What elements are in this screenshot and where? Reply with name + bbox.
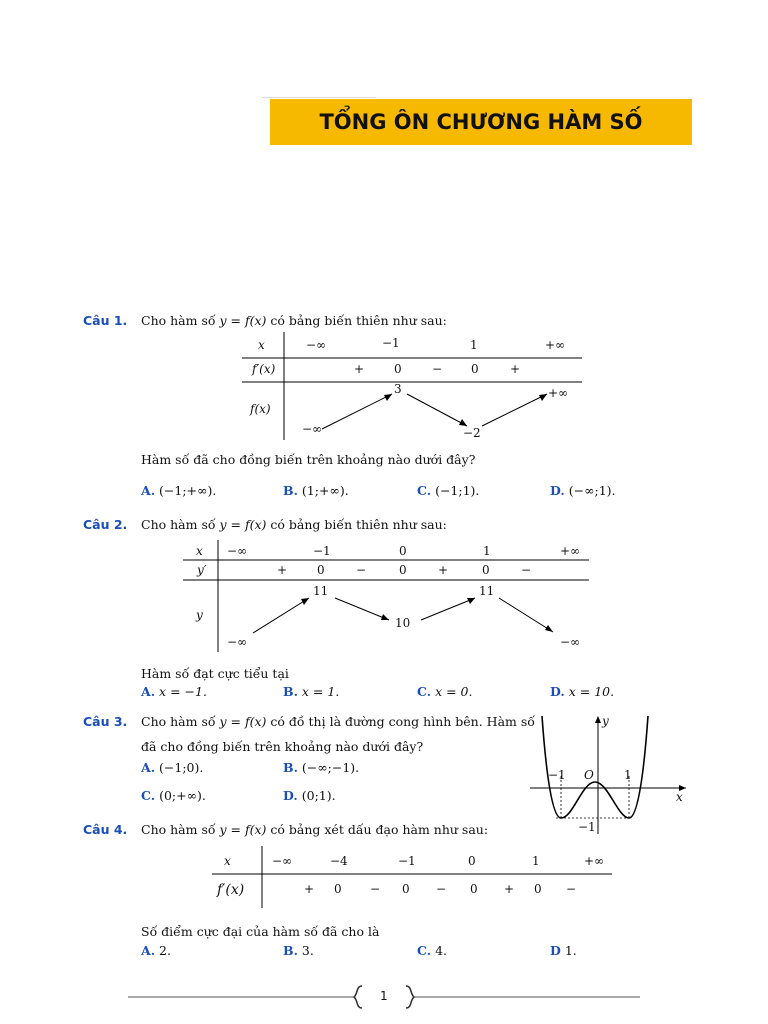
sign-cell: − bbox=[356, 563, 367, 577]
sign-table-4 bbox=[212, 846, 612, 908]
option-text: x = 10. bbox=[568, 684, 615, 699]
function-graph bbox=[528, 712, 688, 836]
option-letter: C. bbox=[417, 483, 432, 498]
prompt-text: Cho hàm số bbox=[141, 517, 216, 532]
table-x-header: x bbox=[224, 854, 231, 868]
option-a[interactable] bbox=[141, 483, 216, 498]
sign-cell: 0 bbox=[402, 882, 410, 896]
extremum-value: 11 bbox=[313, 584, 329, 598]
sign-cell: 0 bbox=[334, 882, 342, 896]
graph-tick-label: −1 bbox=[578, 820, 596, 834]
sign-cell: + bbox=[354, 362, 365, 376]
sign-cell: + bbox=[504, 882, 515, 896]
prompt-text: có đồ thị là đường cong hình bên. Hàm số bbox=[270, 714, 535, 729]
option-letter: D. bbox=[550, 483, 565, 498]
table-function-header: f(x) bbox=[250, 402, 271, 416]
table-x-value: 0 bbox=[399, 544, 407, 558]
sign-cell: 0 bbox=[471, 362, 479, 376]
question-4-prompt bbox=[141, 822, 488, 837]
option-d[interactable] bbox=[550, 483, 616, 498]
graph-tick-label: −1 bbox=[548, 768, 566, 782]
prompt-text: có bảng biến thiên như sau: bbox=[270, 517, 447, 532]
table-x-value: +∞ bbox=[560, 544, 581, 558]
option-c[interactable] bbox=[417, 684, 472, 699]
variation-table-2 bbox=[183, 540, 589, 652]
sign-cell: + bbox=[438, 563, 449, 577]
question-1-label: Câu 1. bbox=[83, 313, 128, 328]
option-text: (−1;+∞). bbox=[159, 483, 217, 498]
option-letter: B. bbox=[283, 684, 298, 699]
sign-cell: 0 bbox=[399, 563, 407, 577]
limit-value: −∞ bbox=[227, 635, 248, 649]
option-c[interactable] bbox=[141, 788, 206, 803]
sign-cell: 0 bbox=[470, 882, 478, 896]
table-x-value: −1 bbox=[398, 854, 416, 868]
sign-cell: 0 bbox=[317, 563, 325, 577]
option-d[interactable] bbox=[283, 788, 336, 803]
table-derivative-header: f′(x) bbox=[252, 362, 276, 376]
option-d[interactable] bbox=[550, 684, 614, 699]
question-1-prompt bbox=[141, 313, 447, 328]
option-letter: A. bbox=[141, 760, 156, 775]
graph-tick-label: 1 bbox=[624, 768, 632, 782]
option-c[interactable] bbox=[417, 483, 479, 498]
option-b[interactable] bbox=[283, 943, 314, 958]
option-b[interactable] bbox=[283, 483, 349, 498]
extremum-value: 10 bbox=[395, 616, 411, 630]
option-c[interactable] bbox=[417, 943, 447, 958]
table-x-value: 1 bbox=[470, 338, 478, 352]
graph-y-label: y bbox=[602, 714, 609, 728]
sign-cell: + bbox=[277, 563, 288, 577]
option-text: 3. bbox=[301, 943, 314, 958]
table-x-value: 1 bbox=[483, 544, 491, 558]
sign-cell: + bbox=[304, 882, 315, 896]
function-notation: y = f(x) bbox=[219, 822, 267, 837]
option-text: (−∞;1). bbox=[568, 483, 616, 498]
function-notation: y = f(x) bbox=[219, 313, 267, 328]
function-notation: y = f(x) bbox=[219, 714, 267, 729]
option-letter: D bbox=[550, 943, 561, 958]
question-2-text: Hàm số đạt cực tiểu tại bbox=[141, 666, 289, 681]
table-1-lines bbox=[242, 332, 587, 440]
option-text: (0;1). bbox=[301, 788, 336, 803]
option-letter: B. bbox=[283, 943, 298, 958]
sign-cell: − bbox=[436, 882, 447, 896]
option-d[interactable] bbox=[550, 943, 577, 958]
question-1-text: Hàm số đã cho đồng biến trên khoảng nào dưới đây? bbox=[141, 452, 476, 467]
extremum-value: −2 bbox=[463, 426, 481, 440]
table-x-value: −4 bbox=[330, 854, 348, 868]
prompt-text: Cho hàm số bbox=[141, 714, 216, 729]
question-3-label: Câu 3. bbox=[83, 714, 128, 729]
limit-value: −∞ bbox=[560, 635, 581, 649]
table-x-value: +∞ bbox=[545, 338, 566, 352]
option-letter: B. bbox=[283, 760, 298, 775]
graph-x-label: x bbox=[676, 790, 683, 804]
function-notation: y = f(x) bbox=[219, 517, 267, 532]
table-x-value: 0 bbox=[468, 854, 476, 868]
question-4-label: Câu 4. bbox=[83, 822, 128, 837]
table-x-header: x bbox=[258, 338, 265, 352]
option-text: x = 0. bbox=[435, 684, 473, 699]
page-number: 1 bbox=[380, 989, 388, 1003]
question-4-text: Số điểm cực đại của hàm số đã cho là bbox=[141, 924, 380, 939]
option-letter: C. bbox=[417, 943, 432, 958]
option-a[interactable] bbox=[141, 684, 207, 699]
option-letter: C. bbox=[417, 684, 432, 699]
page-title: TỔNG ÔN CHƯƠNG HÀM SỐ bbox=[319, 110, 643, 134]
limit-value: −∞ bbox=[302, 422, 323, 436]
table-x-value: +∞ bbox=[584, 854, 605, 868]
option-text: (1;+∞). bbox=[301, 483, 349, 498]
option-b[interactable] bbox=[283, 684, 339, 699]
table-derivative-header: y′ bbox=[197, 563, 207, 577]
table-derivative-header: f′(x) bbox=[217, 882, 245, 898]
option-letter: D. bbox=[283, 788, 298, 803]
option-letter: B. bbox=[283, 483, 298, 498]
question-2-label: Câu 2. bbox=[83, 517, 128, 532]
sign-cell: − bbox=[370, 882, 381, 896]
option-text: x = −1. bbox=[159, 684, 207, 699]
option-text: (−1;0). bbox=[159, 760, 204, 775]
table-x-value: −1 bbox=[313, 544, 331, 558]
option-a[interactable] bbox=[141, 760, 203, 775]
option-letter: A. bbox=[141, 684, 156, 699]
question-2-prompt bbox=[141, 517, 447, 532]
option-text: 4. bbox=[435, 943, 448, 958]
limit-value: +∞ bbox=[548, 386, 569, 400]
table-x-header: x bbox=[196, 544, 203, 558]
question-3-prompt-line2: đã cho đồng biến trên khoảng nào dưới đây? bbox=[141, 739, 424, 754]
option-text: 2. bbox=[159, 943, 171, 958]
sign-cell: 0 bbox=[534, 882, 542, 896]
page-footer bbox=[128, 984, 640, 1010]
option-text: 1. bbox=[564, 943, 577, 958]
option-text: (−1;1). bbox=[435, 483, 480, 498]
option-letter: A. bbox=[141, 483, 156, 498]
prompt-text: có bảng biến thiên như sau: bbox=[270, 313, 447, 328]
prompt-text: Cho hàm số bbox=[141, 822, 216, 837]
extremum-value: 3 bbox=[394, 382, 402, 396]
option-letter: C. bbox=[141, 788, 156, 803]
option-text: (0;+∞). bbox=[159, 788, 206, 803]
question-3-prompt bbox=[141, 714, 535, 729]
prompt-text: có bảng xét dấu đạo hàm như sau: bbox=[270, 822, 489, 837]
sign-cell: 0 bbox=[482, 563, 490, 577]
sign-cell: − bbox=[432, 362, 443, 376]
option-letter: D. bbox=[550, 684, 565, 699]
option-b[interactable] bbox=[283, 760, 359, 775]
table-x-value: −∞ bbox=[306, 338, 327, 352]
variation-table-1 bbox=[242, 332, 587, 440]
sign-cell: 0 bbox=[394, 362, 402, 376]
header-rule bbox=[262, 97, 376, 98]
sign-cell: − bbox=[566, 882, 577, 896]
graph-origin-label: O bbox=[584, 768, 594, 782]
table-function-header: y bbox=[196, 608, 203, 622]
option-text: (−∞;−1). bbox=[301, 760, 360, 775]
table-x-value: −∞ bbox=[272, 854, 293, 868]
table-x-value: −∞ bbox=[227, 544, 248, 558]
table-x-value: −1 bbox=[382, 336, 400, 350]
option-letter: A. bbox=[141, 943, 156, 958]
option-text: x = 1. bbox=[301, 684, 340, 699]
extremum-value: 11 bbox=[479, 584, 495, 598]
option-a[interactable] bbox=[141, 943, 171, 958]
sign-cell: − bbox=[521, 563, 532, 577]
table-x-value: 1 bbox=[532, 854, 540, 868]
prompt-text: Cho hàm số bbox=[141, 313, 216, 328]
sign-cell: + bbox=[510, 362, 521, 376]
